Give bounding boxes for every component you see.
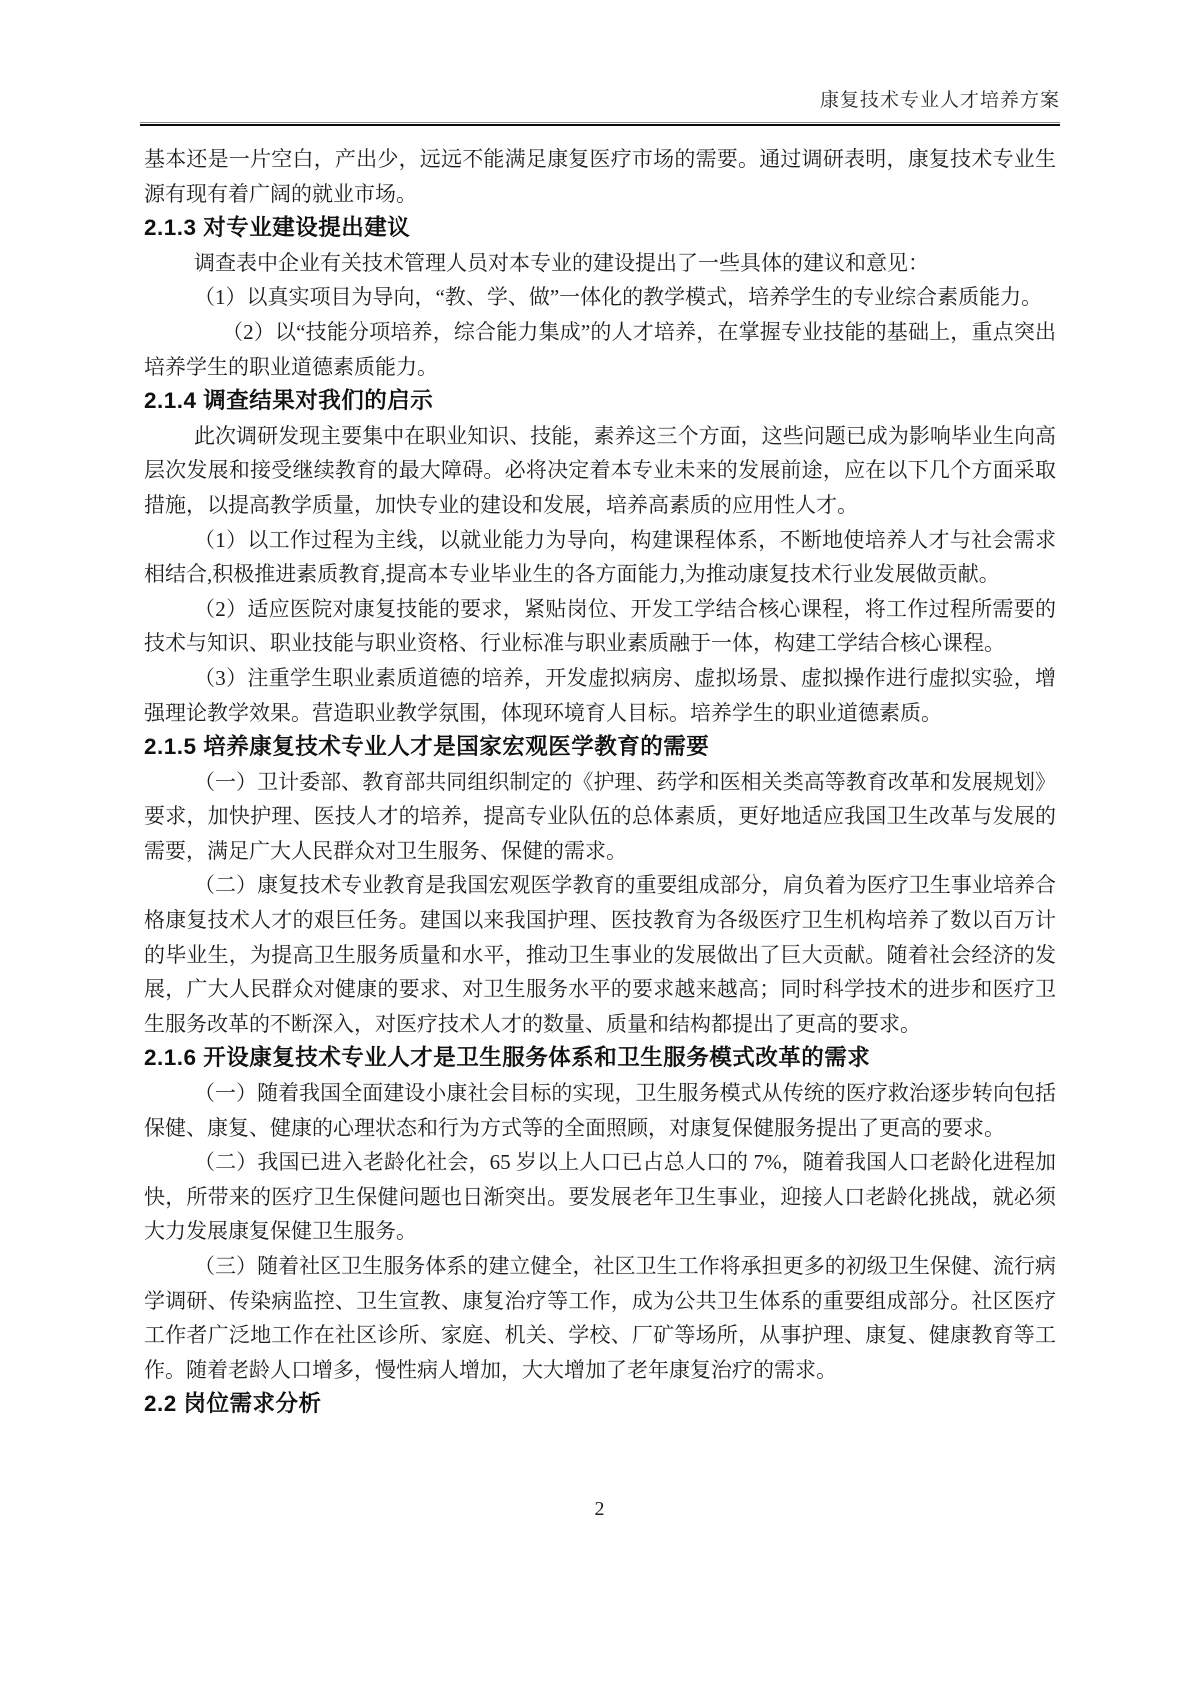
- paragraph-list-item-san: （三）随着社区卫生服务体系的建立健全，社区卫生工作将承担更多的初级卫生保健、流行病学调研、传染病监控、卫生宣教、康复治疗等工作，成为公共卫生体系的重要组成部分。社区医疗工作者广泛地工作在社区诊所、家庭、机关、学校、厂矿等场所，从事护理、康复、健康教育等工作。随着老龄人口增多，慢性病人增加，大大增加了老年康复治疗的需求。: [144, 1254, 1056, 1382]
- paragraph-intro: 基本还是一片空白，产出少，远远不能满足康复医疗市场的需要。通过调研表明，康复技术专业生源有现有着广阔的就业市场。: [144, 147, 1056, 206]
- paragraph-list-item-yi: （一）卫计委部、教育部共同组织制定的《护理、药学和医相关类高等教育改革和发展规划》要求，加快护理、医技人才的培养，提高专业队伍的总体素质，更好地适应我国卫生改革与发展的需要，满足广大人民群众对卫生服务、保健的需求。: [144, 769, 1056, 863]
- paragraph-list-item-yi: （一）随着我国全面建设小康社会目标的实现，卫生服务模式从传统的医疗救治逐步转向包括保健、康复、健康的心理状态和行为方式等的全面照顾，对康复保健服务提出了更高的要求。: [144, 1081, 1056, 1140]
- paragraph: 此次调研发现主要集中在职业知识、技能，素养这三个方面，这些问题已成为影响毕业生向高层次发展和接受继续教育的最大障碍。必将决定着本专业未来的发展前途，应在以下几个方面采取措施，以提高教学质量，加快专业的建设和发展，培养高素质的应用性人才。: [144, 423, 1056, 517]
- section-heading-2-1-6: 2.1.6 开设康复技术专业人才是卫生服务体系和卫生服务模式改革的需求: [144, 1045, 871, 1071]
- header-rule: [140, 122, 1060, 126]
- paragraph-list-item-1: （1）以真实项目为导向，“教、学、做”一体化的教学模式，培养学生的专业综合素质能力。: [194, 285, 1043, 310]
- paragraph-list-item-er: （二）我国已进入老龄化社会，65 岁以上人口已占总人口的 7%，随着我国人口老龄化进程加快，所带来的医疗卫生保健问题也日渐突出。要发展老年卫生事业，迎接人口老龄化挑战，就必须大力发展康复保健卫生服务。: [144, 1150, 1056, 1244]
- paragraph-list-item-2: （2）以“技能分项培养，综合能力集成”的人才培养，在掌握专业技能的基础上，重点突出培养学生的职业道德素质能力。: [144, 319, 1056, 379]
- section-heading-2-1-4: 2.1.4 调查结果对我们的启示: [144, 388, 434, 414]
- page-number: 2: [594, 1498, 605, 1520]
- document-body: [144, 142, 1056, 1422]
- paragraph-list-item-er: （二）康复技术专业教育是我国宏观医学教育的重要组成部分，肩负着为医疗卫生事业培养合格康复技术人才的艰巨任务。建国以来我国护理、医技教育为各级医疗卫生机构培养了数以百万计的毕业生，为提高卫生服务质量和水平，推动卫生事业的发展做出了巨大贡献。随着社会经济的发展，广大人民群众对健康的要求、对卫生服务水平的要求越来越高；同时科学技术的进步和医疗卫生服务改革的不断深入，对医疗技术人才的数量、质量和结构都提出了更高的要求。: [144, 873, 1056, 1036]
- section-heading-2-2: 2.2 岗位需求分析: [144, 1391, 322, 1417]
- paragraph-list-item-2: （2）适应医院对康复技能的要求，紧贴岗位、开发工学结合核心课程，将工作过程所需要的技术与知识、职业技能与职业资格、行业标准与职业素质融于一体，构建工学结合核心课程。: [144, 596, 1056, 656]
- section-heading-2-1-5: 2.1.5 培养康复技术专业人才是国家宏观医学教育的需要: [144, 734, 710, 760]
- paragraph: 调查表中企业有关技术管理人员对本专业的建设提出了一些具体的建议和意见：: [194, 250, 929, 275]
- section-heading-2-1-3: 2.1.3 对专业建设提出建议: [144, 215, 411, 241]
- page-header: [140, 88, 1060, 126]
- header-title: 康复技术专业人才培养方案: [819, 90, 1060, 111]
- paragraph-list-item-1: （1）以工作过程为主线，以就业能力为导向，构建课程体系，不断地使培养人才与社会需求相结合,积极推进素质教育,提高本专业毕业生的各方面能力,为推动康复技术行业发展做贡献。: [144, 527, 1056, 587]
- paragraph-list-item-3: （3）注重学生职业素质道德的培养，开发虚拟病房、虚拟场景、虚拟操作进行虚拟实验，增强理论教学效果。营造职业教学氛围，体现环境育人目标。培养学生的职业道德素质。: [144, 665, 1056, 725]
